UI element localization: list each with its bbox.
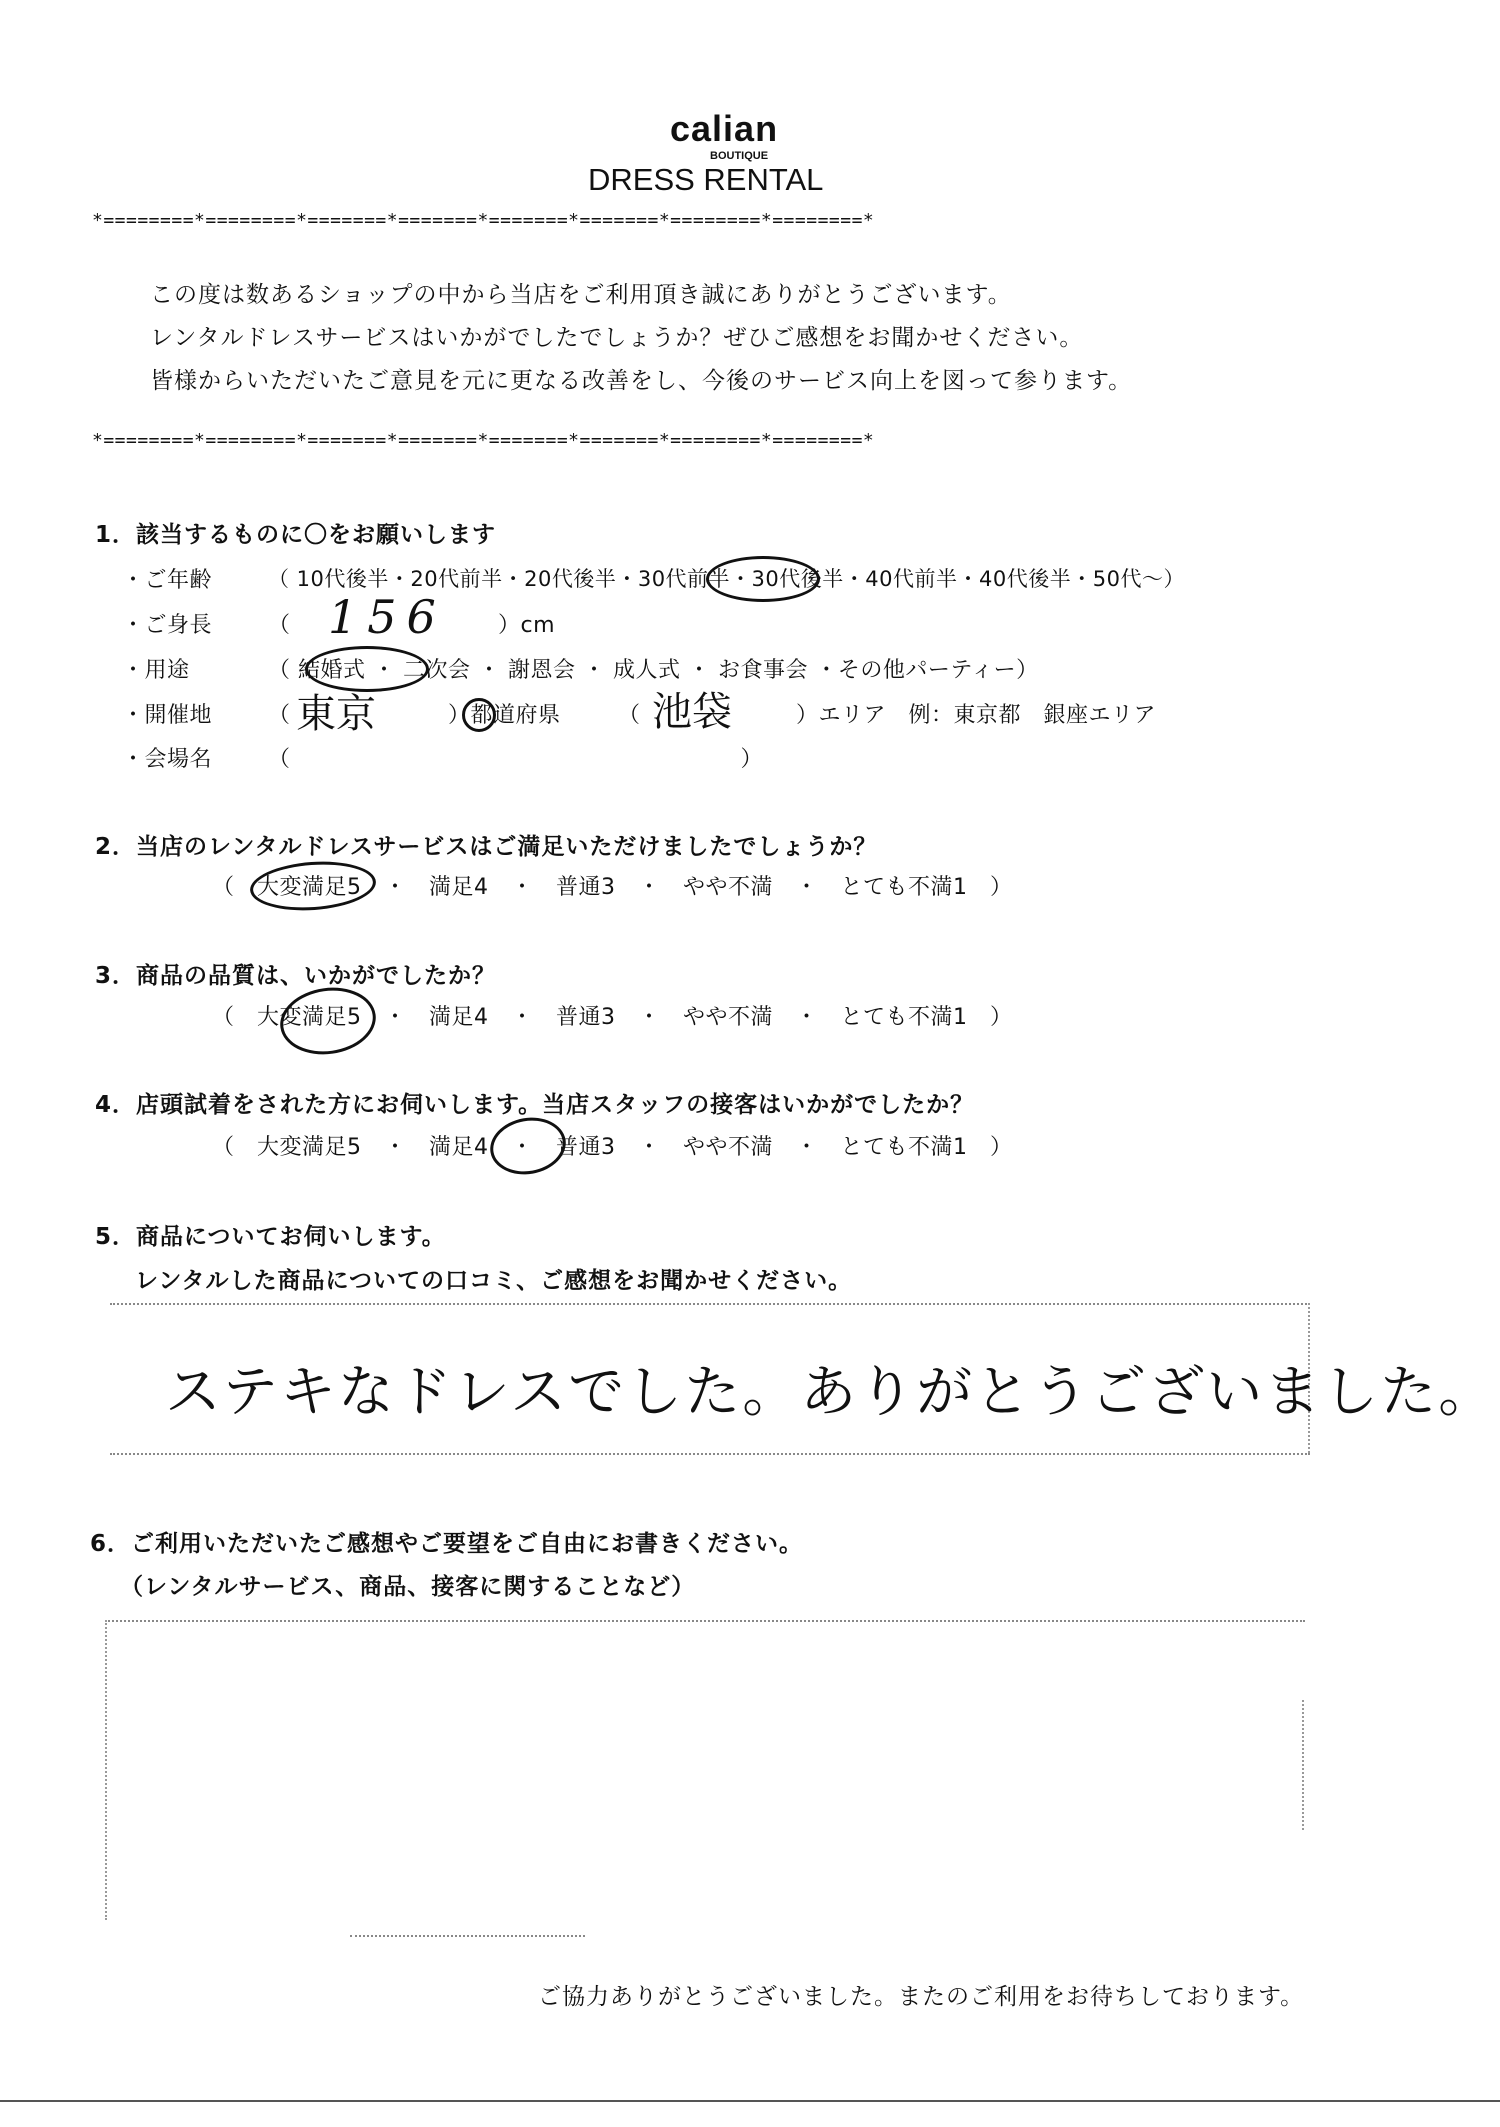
bottom-edge-line [0, 2100, 1500, 2102]
venue-area-open: （ [618, 703, 641, 728]
venue-area-suffix: ）エリア 例：東京都 銀座エリア [796, 703, 1157, 728]
q2-title: 2．当店のレンタルドレスサービスはご満足いただけましたでしょうか？ [95, 834, 878, 860]
purpose-options: （ 結婚式 ・ 二次会 ・ 謝恩会 ・ 成人式 ・ お食事会 ・その他パーティー） [268, 658, 1039, 683]
footer-thanks: ご協力ありがとうございました。またのご利用をお待ちしております。 [538, 1984, 1305, 2010]
q2-selected-circle [248, 858, 377, 915]
q1-title: 1．該当するものに〇をお願いします [95, 522, 497, 548]
q4-options: （ 大変満足5 ・ 満足4 ・ 普通3 ・ やや不満 ・ とても不満1 ） [212, 1135, 1013, 1160]
q4-title: 4．店頭試着をされた方にお伺いします。当店スタッフの接客はいかがでしたか？ [95, 1092, 975, 1118]
q6-box-bottom [350, 1935, 585, 1937]
separator-top: *========*========*=======*=======*=======*=======*========*========* [92, 210, 875, 231]
page-title: DRESS RENTAL [588, 162, 824, 197]
brand-logo: calian [670, 108, 779, 149]
q3-title: 3．商品の品質は、いかがでしたか？ [95, 963, 497, 989]
intro-line-1: この度は数あるショップの中から当店をご利用頂き誠にありがとうございます。 [150, 282, 1012, 308]
venue-pref-circle [462, 698, 496, 732]
q5-box-top [110, 1303, 1310, 1305]
age-label: ・ご年齢 [122, 568, 213, 593]
height-handwritten-value: 156 [328, 590, 446, 644]
hall-value: （ ） [268, 747, 764, 772]
height-label: ・ご身長 [122, 613, 213, 638]
venue-area-handwritten: 池袋 [652, 689, 732, 735]
q6-subtitle: （レンタルサービス、商品、接客に関することなど） [120, 1574, 696, 1600]
q3-selected-circle [276, 982, 380, 1061]
q3-options: （ 大変満足5 ・ 満足4 ・ 普通3 ・ やや不満 ・ とても不満1 ） [212, 1005, 1013, 1030]
q6-box-top [105, 1620, 1305, 1622]
purpose-label: ・用途 [122, 658, 190, 683]
venue-label: ・開催地 [122, 703, 213, 728]
q5-box-bottom [110, 1453, 1310, 1455]
venue-pref-suffix: ）都道府県 [448, 703, 561, 728]
q5-title: 5．商品についてお伺いします。 [95, 1224, 446, 1250]
separator-bottom: *========*========*=======*=======*=======*=======*========*========* [92, 430, 875, 451]
q5-handwritten-answer: ステキなドレスでした。ありがとうございました。 [165, 1360, 1497, 1425]
brand-sub: BOUTIQUE [710, 150, 769, 162]
q6-box-left [105, 1620, 107, 1920]
venue-pref-handwritten: 東京 [296, 691, 376, 737]
intro-line-3: 皆様からいただいたご意見を元に更なる改善をし、今後のサービス向上を図って参ります。 [150, 368, 1133, 394]
age-options: （ 10代後半・20代前半・20代後半・30代前半・30代後半・40代前半・40代後半・50代～） [268, 567, 1185, 591]
q2-options: （ 大変満足5 ・ 満足4 ・ 普通3 ・ やや不満 ・ とても不満1 ） [212, 875, 1013, 900]
q4-selected-circle [486, 1112, 571, 1180]
intro-line-2: レンタルドレスサービスはいかがでしたでしょうか？ぜひご感想をお聞かせください。 [150, 325, 1084, 351]
age-selected-circle [706, 556, 820, 602]
q6-title: 6．ご利用いただいたご感想やご要望をご自由にお書きください。 [90, 1531, 804, 1557]
hall-label: ・会場名 [122, 747, 213, 772]
height-unit: ）cm [498, 613, 556, 638]
venue-open: （ [268, 703, 291, 728]
height-open: （ [268, 613, 291, 638]
q5-subtitle: レンタルした商品についての口コミ、ご感想をお聞かせください。 [135, 1268, 853, 1294]
q6-box-right [1302, 1700, 1304, 1830]
